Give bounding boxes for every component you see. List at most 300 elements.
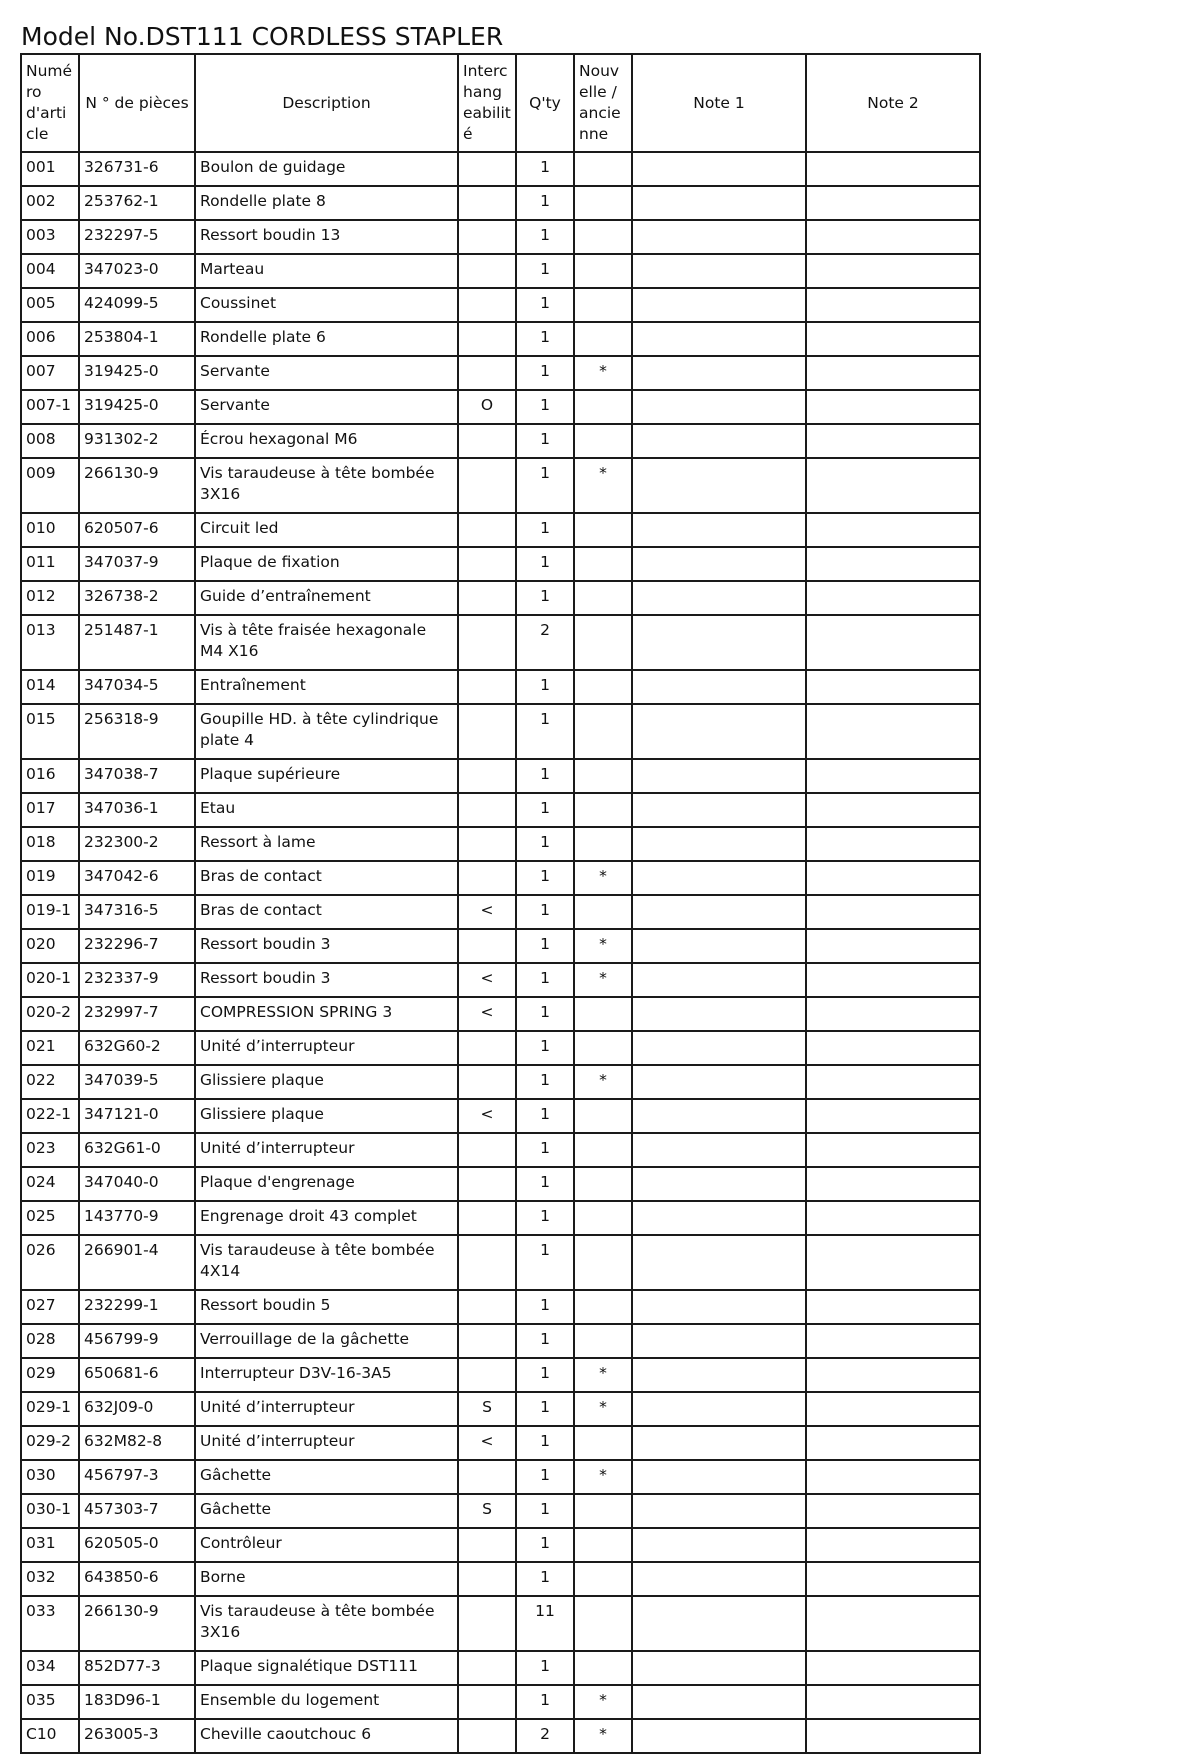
item-no-cell: 027 <box>21 1290 79 1324</box>
interchangeability-cell <box>458 186 516 220</box>
part-no-cell: 347034-5 <box>79 670 195 704</box>
note-1-cell <box>632 581 806 615</box>
interchangeability-cell <box>458 1235 516 1290</box>
table-row <box>21 1133 980 1167</box>
qty-cell: 1 <box>516 1167 574 1201</box>
interchangeability-cell: < <box>458 1099 516 1133</box>
new-old-cell <box>574 827 632 861</box>
table-row <box>21 670 980 704</box>
note-2-cell <box>806 1031 980 1065</box>
part-no-cell: 232300-2 <box>79 827 195 861</box>
qty-cell: 2 <box>516 615 574 670</box>
interchangeability-cell <box>458 704 516 759</box>
note-1-cell <box>632 704 806 759</box>
description-cell: Glissiere plaque <box>195 1065 458 1099</box>
description-cell: Gâchette <box>195 1460 458 1494</box>
note-2-cell <box>806 1426 980 1460</box>
part-no-cell: 347038-7 <box>79 759 195 793</box>
header-note-2: Note 2 <box>806 54 980 152</box>
new-old-cell <box>574 1426 632 1460</box>
table-row <box>21 895 980 929</box>
note-1-cell <box>632 458 806 513</box>
note-1-cell <box>632 1719 806 1753</box>
qty-cell: 1 <box>516 895 574 929</box>
item-no-cell: 007-1 <box>21 390 79 424</box>
note-2-cell <box>806 704 980 759</box>
new-old-cell <box>574 322 632 356</box>
qty-cell: 1 <box>516 1201 574 1235</box>
qty-cell: 1 <box>516 793 574 827</box>
qty-cell: 1 <box>516 220 574 254</box>
note-2-cell <box>806 1133 980 1167</box>
note-1-cell <box>632 1685 806 1719</box>
part-no-cell: 456799-9 <box>79 1324 195 1358</box>
new-old-cell <box>574 424 632 458</box>
header-item-no: Numéro d'article <box>21 54 79 152</box>
qty-cell: 1 <box>516 152 574 186</box>
interchangeability-cell <box>458 356 516 390</box>
qty-cell: 1 <box>516 513 574 547</box>
new-old-cell: * <box>574 1685 632 1719</box>
item-no-cell: 014 <box>21 670 79 704</box>
item-no-cell: 022 <box>21 1065 79 1099</box>
new-old-cell <box>574 1528 632 1562</box>
note-1-cell <box>632 1596 806 1651</box>
description-cell: Vis taraudeuse à tête bombée 4X14 <box>195 1235 458 1290</box>
qty-cell: 1 <box>516 1324 574 1358</box>
note-2-cell <box>806 186 980 220</box>
new-old-cell <box>574 513 632 547</box>
note-2-cell <box>806 1065 980 1099</box>
description-cell: Unité d’interrupteur <box>195 1031 458 1065</box>
interchangeability-cell <box>458 1651 516 1685</box>
note-2-cell <box>806 861 980 895</box>
description-cell: Servante <box>195 356 458 390</box>
description-cell: Contrôleur <box>195 1528 458 1562</box>
note-2-cell <box>806 458 980 513</box>
interchangeability-cell: < <box>458 1426 516 1460</box>
qty-cell: 1 <box>516 186 574 220</box>
qty-cell: 1 <box>516 288 574 322</box>
note-1-cell <box>632 670 806 704</box>
new-old-cell <box>574 1651 632 1685</box>
interchangeability-cell <box>458 1596 516 1651</box>
table-row <box>21 1562 980 1596</box>
item-no-cell: 020-1 <box>21 963 79 997</box>
item-no-cell: 007 <box>21 356 79 390</box>
new-old-cell <box>574 704 632 759</box>
qty-cell: 1 <box>516 997 574 1031</box>
interchangeability-cell <box>458 1065 516 1099</box>
item-no-cell: 002 <box>21 186 79 220</box>
interchangeability-cell: < <box>458 895 516 929</box>
new-old-cell: * <box>574 963 632 997</box>
new-old-cell <box>574 615 632 670</box>
item-no-cell: 020 <box>21 929 79 963</box>
description-cell: Bras de contact <box>195 895 458 929</box>
part-no-cell: 232297-5 <box>79 220 195 254</box>
note-1-cell <box>632 929 806 963</box>
note-1-cell <box>632 615 806 670</box>
new-old-cell <box>574 1290 632 1324</box>
item-no-cell: 017 <box>21 793 79 827</box>
note-1-cell <box>632 220 806 254</box>
note-1-cell <box>632 1426 806 1460</box>
part-no-cell: 347039-5 <box>79 1065 195 1099</box>
note-1-cell <box>632 1494 806 1528</box>
item-no-cell: 010 <box>21 513 79 547</box>
interchangeability-cell <box>458 458 516 513</box>
description-cell: Bras de contact <box>195 861 458 895</box>
qty-cell: 1 <box>516 390 574 424</box>
interchangeability-cell <box>458 1133 516 1167</box>
note-1-cell <box>632 1651 806 1685</box>
qty-cell: 1 <box>516 1358 574 1392</box>
item-no-cell: 018 <box>21 827 79 861</box>
interchangeability-cell <box>458 1290 516 1324</box>
item-no-cell: 004 <box>21 254 79 288</box>
new-old-cell: * <box>574 458 632 513</box>
qty-cell: 1 <box>516 547 574 581</box>
part-no-cell: 650681-6 <box>79 1358 195 1392</box>
qty-cell: 1 <box>516 1426 574 1460</box>
new-old-cell <box>574 1324 632 1358</box>
note-1-cell <box>632 1460 806 1494</box>
interchangeability-cell <box>458 793 516 827</box>
interchangeability-cell <box>458 1201 516 1235</box>
note-2-cell <box>806 929 980 963</box>
note-2-cell <box>806 1201 980 1235</box>
item-no-cell: 019-1 <box>21 895 79 929</box>
note-2-cell <box>806 288 980 322</box>
description-cell: Unité d’interrupteur <box>195 1392 458 1426</box>
new-old-cell: * <box>574 929 632 963</box>
note-1-cell <box>632 1099 806 1133</box>
description-cell: Coussinet <box>195 288 458 322</box>
note-2-cell <box>806 1596 980 1651</box>
new-old-cell <box>574 1494 632 1528</box>
header-note-1: Note 1 <box>632 54 806 152</box>
item-no-cell: 001 <box>21 152 79 186</box>
part-no-cell: 266130-9 <box>79 1596 195 1651</box>
header-new-old: Nouvelle / ancienne <box>574 54 632 152</box>
part-no-cell: 263005-3 <box>79 1719 195 1753</box>
note-2-cell <box>806 1460 980 1494</box>
interchangeability-cell: O <box>458 390 516 424</box>
qty-cell: 1 <box>516 458 574 513</box>
note-1-cell <box>632 513 806 547</box>
note-1-cell <box>632 895 806 929</box>
interchangeability-cell: S <box>458 1494 516 1528</box>
note-1-cell <box>632 254 806 288</box>
table-row <box>21 1099 980 1133</box>
interchangeability-cell <box>458 615 516 670</box>
table-row <box>21 1031 980 1065</box>
table-row <box>21 581 980 615</box>
description-cell: Plaque d'engrenage <box>195 1167 458 1201</box>
description-cell: Ressort boudin 3 <box>195 929 458 963</box>
note-2-cell <box>806 513 980 547</box>
part-no-cell: 931302-2 <box>79 424 195 458</box>
table-row <box>21 152 980 186</box>
note-1-cell <box>632 1167 806 1201</box>
qty-cell: 1 <box>516 1133 574 1167</box>
table-row <box>21 1651 980 1685</box>
table-row <box>21 793 980 827</box>
note-2-cell <box>806 1494 980 1528</box>
header-row <box>21 54 980 152</box>
note-1-cell <box>632 322 806 356</box>
note-2-cell <box>806 1290 980 1324</box>
item-no-cell: 024 <box>21 1167 79 1201</box>
description-cell: Ressort à lame <box>195 827 458 861</box>
note-1-cell <box>632 1562 806 1596</box>
new-old-cell <box>574 670 632 704</box>
item-no-cell: C10 <box>21 1719 79 1753</box>
new-old-cell <box>574 1133 632 1167</box>
note-1-cell <box>632 1065 806 1099</box>
page-title: Model No.DST111 CORDLESS STAPLER <box>21 22 504 51</box>
description-cell: Vis taraudeuse à tête bombée 3X16 <box>195 1596 458 1651</box>
qty-cell: 1 <box>516 322 574 356</box>
item-no-cell: 030 <box>21 1460 79 1494</box>
part-no-cell: 620507-6 <box>79 513 195 547</box>
interchangeability-cell <box>458 1685 516 1719</box>
interchangeability-cell <box>458 759 516 793</box>
item-no-cell: 032 <box>21 1562 79 1596</box>
interchangeability-cell <box>458 1031 516 1065</box>
qty-cell: 1 <box>516 759 574 793</box>
part-no-cell: 643850-6 <box>79 1562 195 1596</box>
table-row <box>21 1201 980 1235</box>
parts-table <box>20 53 981 1754</box>
note-2-cell <box>806 1392 980 1426</box>
new-old-cell <box>574 152 632 186</box>
item-no-cell: 029-1 <box>21 1392 79 1426</box>
interchangeability-cell <box>458 322 516 356</box>
description-cell: Marteau <box>195 254 458 288</box>
description-cell: Vis à tête fraisée hexagonale M4 X16 <box>195 615 458 670</box>
item-no-cell: 019 <box>21 861 79 895</box>
note-2-cell <box>806 1235 980 1290</box>
description-cell: Ressort boudin 3 <box>195 963 458 997</box>
table-row <box>21 458 980 513</box>
note-2-cell <box>806 615 980 670</box>
table-row <box>21 220 980 254</box>
note-2-cell <box>806 424 980 458</box>
table-row <box>21 424 980 458</box>
description-cell: Verrouillage de la gâchette <box>195 1324 458 1358</box>
new-old-cell <box>574 254 632 288</box>
item-no-cell: 008 <box>21 424 79 458</box>
part-no-cell: 232337-9 <box>79 963 195 997</box>
part-no-cell: 632M82-8 <box>79 1426 195 1460</box>
item-no-cell: 003 <box>21 220 79 254</box>
description-cell: Plaque de fixation <box>195 547 458 581</box>
part-no-cell: 326731-6 <box>79 152 195 186</box>
note-1-cell <box>632 547 806 581</box>
interchangeability-cell <box>458 513 516 547</box>
table-row <box>21 1065 980 1099</box>
table-row <box>21 1392 980 1426</box>
note-1-cell <box>632 963 806 997</box>
new-old-cell: * <box>574 1460 632 1494</box>
item-no-cell: 023 <box>21 1133 79 1167</box>
qty-cell: 1 <box>516 1562 574 1596</box>
table-row <box>21 759 980 793</box>
interchangeability-cell: S <box>458 1392 516 1426</box>
item-no-cell: 035 <box>21 1685 79 1719</box>
description-cell: Gâchette <box>195 1494 458 1528</box>
table-row <box>21 1528 980 1562</box>
interchangeability-cell <box>458 152 516 186</box>
qty-cell: 1 <box>516 1099 574 1133</box>
description-cell: Circuit led <box>195 513 458 547</box>
item-no-cell: 025 <box>21 1201 79 1235</box>
new-old-cell <box>574 997 632 1031</box>
note-2-cell <box>806 1562 980 1596</box>
table-row <box>21 615 980 670</box>
qty-cell: 1 <box>516 861 574 895</box>
new-old-cell <box>574 547 632 581</box>
note-1-cell <box>632 1031 806 1065</box>
qty-cell: 1 <box>516 704 574 759</box>
table-row <box>21 186 980 220</box>
description-cell: Écrou hexagonal M6 <box>195 424 458 458</box>
part-no-cell: 347037-9 <box>79 547 195 581</box>
note-1-cell <box>632 1133 806 1167</box>
interchangeability-cell <box>458 1358 516 1392</box>
part-no-cell: 143770-9 <box>79 1201 195 1235</box>
interchangeability-cell <box>458 929 516 963</box>
note-2-cell <box>806 581 980 615</box>
note-2-cell <box>806 963 980 997</box>
interchangeability-cell <box>458 861 516 895</box>
note-2-cell <box>806 356 980 390</box>
table-row <box>21 1719 980 1753</box>
description-cell: Entraînement <box>195 670 458 704</box>
note-1-cell <box>632 793 806 827</box>
table-row <box>21 1494 980 1528</box>
note-2-cell <box>806 759 980 793</box>
item-no-cell: 013 <box>21 615 79 670</box>
note-1-cell <box>632 186 806 220</box>
description-cell: Rondelle plate 6 <box>195 322 458 356</box>
note-1-cell <box>632 390 806 424</box>
interchangeability-cell <box>458 1324 516 1358</box>
note-1-cell <box>632 827 806 861</box>
note-1-cell <box>632 759 806 793</box>
item-no-cell: 029 <box>21 1358 79 1392</box>
part-no-cell: 253762-1 <box>79 186 195 220</box>
interchangeability-cell <box>458 220 516 254</box>
note-2-cell <box>806 220 980 254</box>
interchangeability-cell <box>458 254 516 288</box>
part-no-cell: 852D77-3 <box>79 1651 195 1685</box>
description-cell: Borne <box>195 1562 458 1596</box>
description-cell: Etau <box>195 793 458 827</box>
new-old-cell: * <box>574 1065 632 1099</box>
new-old-cell <box>574 1562 632 1596</box>
table-row <box>21 1290 980 1324</box>
part-no-cell: 266130-9 <box>79 458 195 513</box>
new-old-cell <box>574 220 632 254</box>
interchangeability-cell <box>458 288 516 322</box>
part-no-cell: 347023-0 <box>79 254 195 288</box>
qty-cell: 1 <box>516 1392 574 1426</box>
table-row <box>21 356 980 390</box>
qty-cell: 1 <box>516 1651 574 1685</box>
item-no-cell: 031 <box>21 1528 79 1562</box>
item-no-cell: 005 <box>21 288 79 322</box>
note-2-cell <box>806 1651 980 1685</box>
item-no-cell: 009 <box>21 458 79 513</box>
note-1-cell <box>632 424 806 458</box>
new-old-cell: * <box>574 356 632 390</box>
part-no-cell: 347316-5 <box>79 895 195 929</box>
description-cell: Ensemble du logement <box>195 1685 458 1719</box>
note-2-cell <box>806 1099 980 1133</box>
note-1-cell <box>632 1324 806 1358</box>
qty-cell: 1 <box>516 1235 574 1290</box>
header-qty: Q'ty <box>516 54 574 152</box>
description-cell: Boulon de guidage <box>195 152 458 186</box>
item-no-cell: 015 <box>21 704 79 759</box>
interchangeability-cell: < <box>458 997 516 1031</box>
note-1-cell <box>632 1392 806 1426</box>
header-description: Description <box>195 54 458 152</box>
qty-cell: 1 <box>516 356 574 390</box>
table-row <box>21 288 980 322</box>
new-old-cell: * <box>574 1358 632 1392</box>
note-2-cell <box>806 254 980 288</box>
note-1-cell <box>632 1290 806 1324</box>
header-interchangeability: Interchangeabilité <box>458 54 516 152</box>
qty-cell: 1 <box>516 254 574 288</box>
description-cell: Cheville caoutchouc 6 <box>195 1719 458 1753</box>
description-cell: Servante <box>195 390 458 424</box>
new-old-cell <box>574 186 632 220</box>
note-1-cell <box>632 356 806 390</box>
description-cell: Vis taraudeuse à tête bombée 3X16 <box>195 458 458 513</box>
qty-cell: 1 <box>516 670 574 704</box>
note-2-cell <box>806 1685 980 1719</box>
part-no-cell: 253804-1 <box>79 322 195 356</box>
description-cell: Unité d’interrupteur <box>195 1133 458 1167</box>
interchangeability-cell: < <box>458 963 516 997</box>
note-1-cell <box>632 152 806 186</box>
interchangeability-cell <box>458 827 516 861</box>
table-row <box>21 963 980 997</box>
part-no-cell: 632G60-2 <box>79 1031 195 1065</box>
note-2-cell <box>806 322 980 356</box>
part-no-cell: 456797-3 <box>79 1460 195 1494</box>
new-old-cell: * <box>574 1719 632 1753</box>
part-no-cell: 232997-7 <box>79 997 195 1031</box>
qty-cell: 1 <box>516 581 574 615</box>
part-no-cell: 266901-4 <box>79 1235 195 1290</box>
note-2-cell <box>806 1719 980 1753</box>
part-no-cell: 319425-0 <box>79 390 195 424</box>
new-old-cell <box>574 895 632 929</box>
note-2-cell <box>806 827 980 861</box>
part-no-cell: 424099-5 <box>79 288 195 322</box>
note-2-cell <box>806 1167 980 1201</box>
item-no-cell: 028 <box>21 1324 79 1358</box>
part-no-cell: 232296-7 <box>79 929 195 963</box>
description-cell: Glissiere plaque <box>195 1099 458 1133</box>
note-2-cell <box>806 1358 980 1392</box>
